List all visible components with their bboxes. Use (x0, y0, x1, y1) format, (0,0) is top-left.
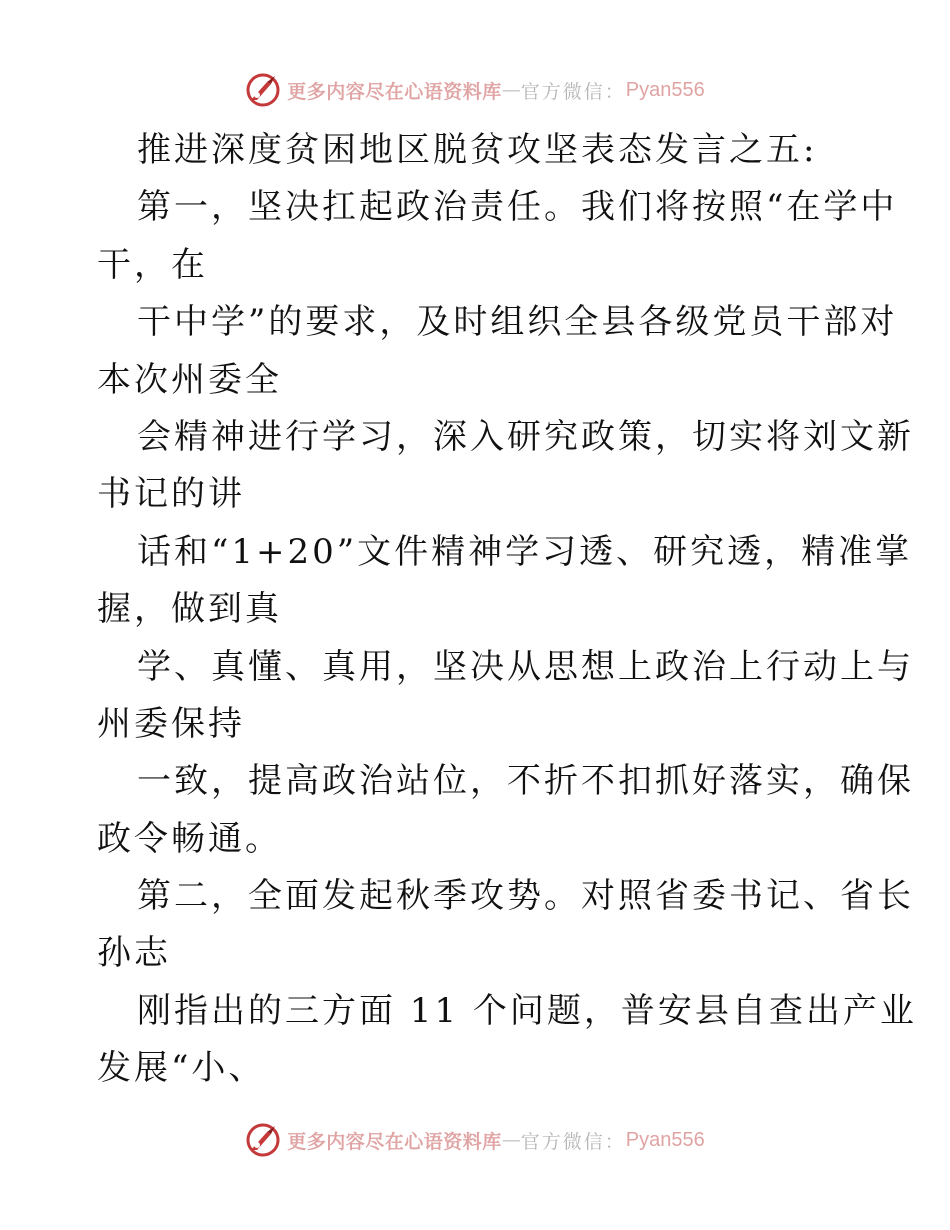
document-body (97, 122, 917, 1098)
text-line: 握，做到真 (97, 589, 282, 630)
watermark-brand: 更多内容尽在心语资料库 (287, 1130, 502, 1153)
watermark-separator: — (501, 1129, 521, 1151)
text-line: 话和“1+20”文件精神学习透、研究透，精准掌 (137, 531, 913, 572)
text-line: 一致，提高政治站位，不折不扣抓好落实，确保 (137, 761, 914, 802)
text-line: 刚指出的三方面 11 个问题，普安县自查出产业 (137, 990, 917, 1031)
text-line: 推进深度贫困地区脱贫攻坚表态发言之五: (137, 130, 818, 170)
quill-logo-icon (245, 72, 281, 108)
text-line: 第二，全面发起秋季攻势。对照省委书记、省长 (137, 876, 914, 917)
text-line: 干，在 (97, 244, 208, 285)
text-line: 学、真懂、真用，坚决从思想上政治上行动上与 (137, 646, 914, 687)
watermark-separator: — (501, 79, 521, 101)
watermark-wechat-label: 官方微信： (520, 1130, 626, 1153)
text-line: 本次州委全 (97, 359, 282, 400)
quill-logo-icon (245, 1122, 281, 1158)
text-line: 孙志 (97, 933, 171, 974)
text-line: 州委保持 (97, 703, 245, 744)
text-line: 第一，坚决扛起政治责任。我们将按照“在学中 (137, 187, 898, 228)
text-line: 书记的讲 (97, 474, 245, 515)
text-line: 会精神进行学习，深入研究政策，切实将刘文新 (137, 416, 914, 457)
header-watermark (0, 68, 950, 112)
watermark-wechat-label: 官方微信： (520, 80, 626, 103)
watermark-wechat-id: Pyan556 (625, 1128, 705, 1151)
text-line: 发展“小、 (97, 1048, 266, 1089)
watermark-wechat-id: Pyan556 (625, 78, 705, 101)
text-line: 干中学”的要求，及时组织全县各级党员干部对 (137, 302, 898, 343)
footer-watermark (0, 1118, 950, 1162)
text-line: 政令畅通。 (97, 818, 282, 859)
watermark-brand: 更多内容尽在心语资料库 (287, 80, 502, 103)
